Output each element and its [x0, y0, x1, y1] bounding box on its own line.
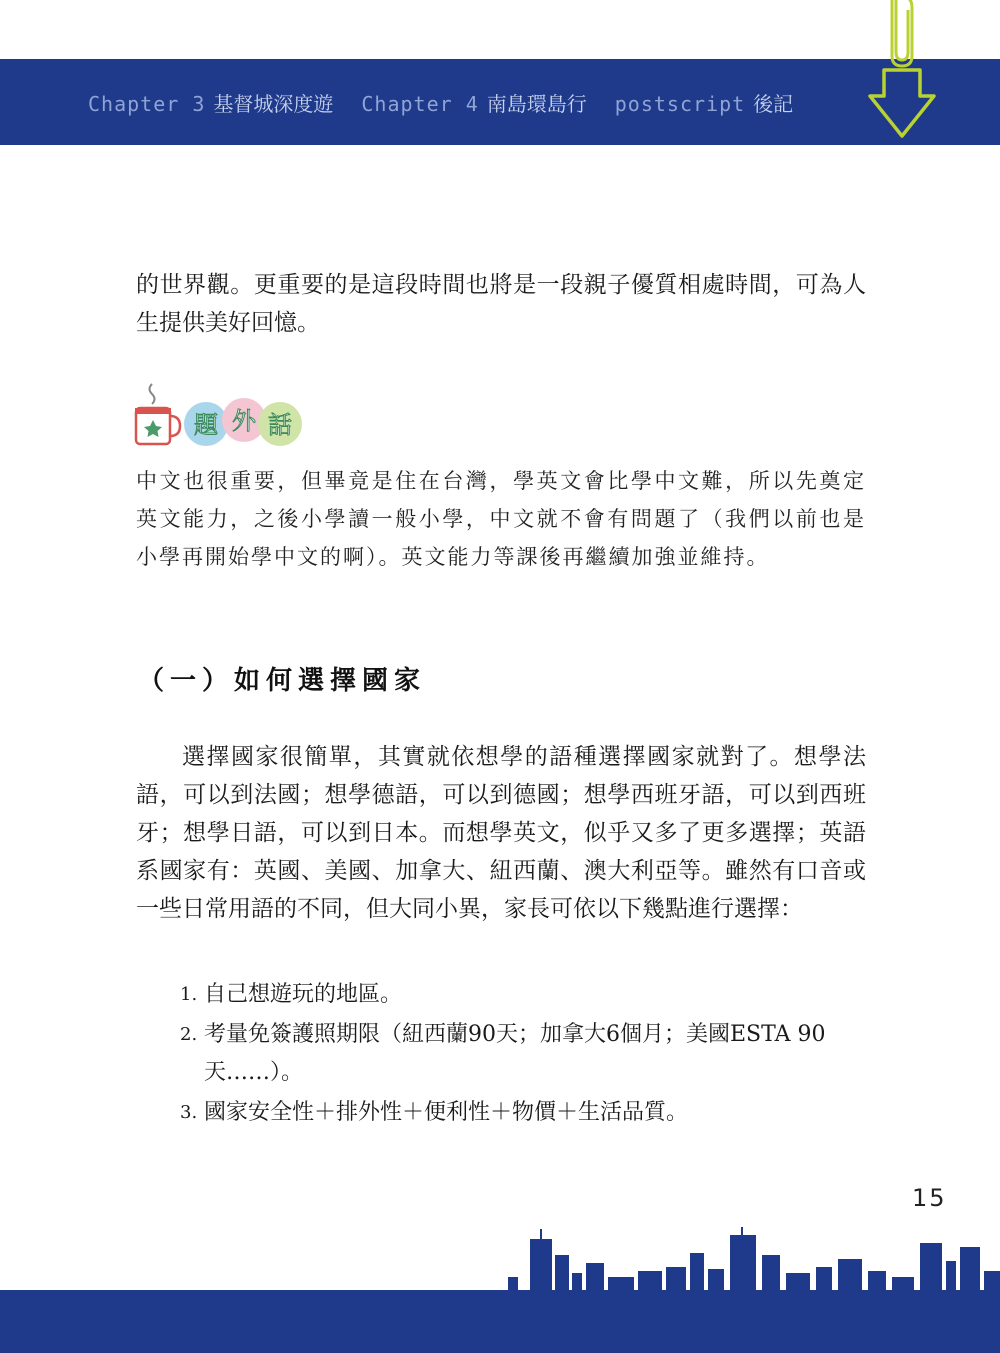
badge-char-2: 外 — [232, 407, 256, 435]
badge-char-3: 話 — [268, 411, 292, 439]
list-item-text: 國家安全性＋排外性＋便利性＋物價＋生活品質。 — [204, 1100, 689, 1125]
skyline-illustration — [500, 1225, 1000, 1295]
nav-chapter-3-title: 基督城深度遊 — [213, 91, 334, 116]
badge-char-1: 題 — [194, 411, 218, 439]
footer-band — [0, 1290, 1000, 1353]
list-item-number: 2. — [180, 1024, 198, 1045]
section-paragraph: 選擇國家很簡單，其實就依想學的語種選擇國家就對了。想學法語，可以到法國；想學德語，可以到德國；想學西班牙語，可以到西班牙；想學日語，可以到日本。而想學英文，似乎又多了更多選擇；英語系國家有：英國、美國、加拿大、紐西蘭、澳大利亞等。雖然有口音或一些日常用語的不同，但大同小異，家長可依以下幾點進行選擇： — [136, 744, 866, 922]
chapter-nav — [88, 86, 793, 118]
list-item-text: 考量免簽護照期限（紐西蘭90天；加拿大6個月；美國ESTA 90天……）。 — [204, 1022, 826, 1085]
nav-chapter-4-title: 南島環島行 — [486, 91, 587, 116]
list-item-number: 1. — [180, 984, 198, 1005]
nav-chapter-3[interactable] — [88, 88, 333, 117]
coffee-mug-icon — [135, 384, 180, 444]
nav-chapter-3-label: Chapter 3 — [88, 91, 206, 116]
list-item-number: 3. — [180, 1102, 198, 1123]
list-item — [180, 1016, 870, 1092]
aside-paragraph: 中文也很重要，但畢竟是住在台灣，學英文會比學中文難，所以先奠定英文能力，之後小學讀一般小學，中文就不會有問題了（我們以前也是小學再開始學中文的啊）。英文能力等課後再繼續加強並維持。 — [136, 469, 866, 569]
nav-postscript-label: postscript — [614, 91, 746, 116]
aside-badge — [132, 376, 302, 450]
intro-paragraph: 的世界觀。更重要的是這段時間也將是一段親子優質相處時間，可為人生提供美好回憶。 — [136, 272, 866, 336]
list-item — [180, 1094, 870, 1132]
nav-chapter-4-label: Chapter 4 — [361, 91, 479, 116]
list-item-text: 自己想遊玩的地區。 — [204, 982, 403, 1007]
nav-postscript[interactable] — [615, 88, 793, 117]
nav-chapter-4[interactable] — [361, 88, 586, 117]
paperclip-arrow-icon — [862, 0, 942, 145]
criteria-list — [180, 976, 870, 1134]
nav-postscript-title: 後記 — [753, 91, 794, 116]
section-heading: （一）如何選擇國家 — [138, 666, 427, 696]
page-number: 15 — [912, 1184, 947, 1212]
list-item — [180, 976, 870, 1014]
